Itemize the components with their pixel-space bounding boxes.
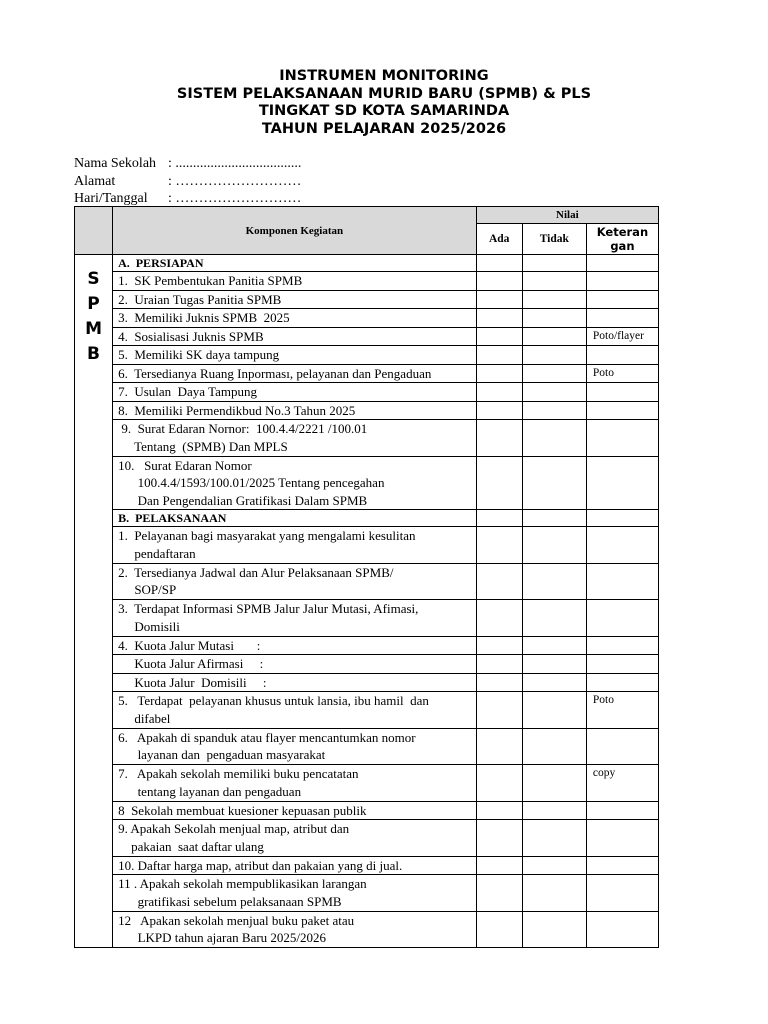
info-value: : .................................... [168,156,302,171]
activity-cell [113,728,477,765]
info-label: Hari/Tanggal [74,191,148,206]
activity-line: 3. Memiliki Juknis SPMB 2025 [118,310,290,325]
tidak-cell[interactable] [522,692,586,729]
tidak-cell[interactable] [522,383,586,402]
table-row [75,346,659,365]
table-row [75,255,659,272]
ada-cell[interactable] [476,527,522,564]
header-komponen: Komponen Kegiatan [113,207,477,255]
keterangan-cell[interactable] [586,820,658,857]
header-row-1 [75,207,659,224]
title-line-1: INSTRUMEN MONITORING [279,68,489,84]
ada-cell[interactable] [476,911,522,948]
table-row [75,420,659,457]
activity-line: difabel [118,710,171,726]
activity-cell [113,383,477,402]
keterangan-cell[interactable]: copy [586,765,658,802]
info-label: Nama Sekolah [74,156,157,171]
activity-line: layanan dan pengaduan masyarakat [118,747,326,762]
tidak-cell[interactable] [522,875,586,912]
activity-line: 5. Terdapat pelayanan khusus untuk lansia, ibu hamil dan [118,693,429,708]
keterangan-cell[interactable] [586,600,658,637]
activity-line: 10. Daftar harga map, atribut dan pakaian yang di jual. [118,857,403,873]
ada-cell[interactable] [476,801,522,820]
ada-cell[interactable] [476,692,522,729]
activity-line: 10. Surat Edaran Nomor [118,457,252,473]
ada-cell[interactable] [476,383,522,402]
table-row [75,911,659,948]
activity-cell [113,600,477,637]
header-nilai: Nilai [476,207,658,224]
activity-line: 1. SK Pembentukan Panitia SPMB [118,273,303,288]
activity-cell [113,563,477,600]
keterangan-cell[interactable] [586,563,658,600]
tidak-cell[interactable] [522,765,586,802]
keterangan-cell[interactable] [586,309,658,328]
section-heading [113,510,477,527]
tidak-cell[interactable] [522,563,586,600]
activity-cell [113,272,477,291]
tidak-cell[interactable] [522,309,586,328]
activity-line: A. PERSIAPAN [118,256,204,270]
header-tidak: Tidak [522,224,586,255]
keterangan-cell[interactable] [586,655,658,674]
ada-cell[interactable] [476,290,522,309]
keterangan-cell[interactable] [586,875,658,912]
document-title [0,68,768,138]
table-row [75,856,659,875]
keterangan-cell[interactable] [586,673,658,692]
keterangan-cell[interactable] [586,255,658,272]
activity-line: 100.4.4/1593/100.01/2025 Tentang pencegahan [118,475,385,490]
activity-line: 7. Apakah sekolah memiliki buku pencatatan [118,766,359,781]
activity-line: 2. Uraian Tugas Panitia SPMB [118,291,282,307]
table-row [75,527,659,564]
activity-line: pakaian saat daftar ulang [118,838,264,854]
tidak-cell[interactable] [522,856,586,875]
title-line-4: TAHUN PELAJARAN 2025/2026 [261,120,507,137]
ada-cell[interactable] [476,856,522,875]
side-letter: B [87,344,101,364]
activity-line: 8 Sekolah membuat kuesioner kepuasan publik [118,802,367,818]
tidak-cell[interactable] [522,600,586,637]
activity-cell [113,636,477,655]
tidak-cell[interactable] [522,636,586,655]
title-line-2: SISTEM PELAKSANAAN MURID BARU (SPMB) & PLS [176,85,592,102]
ada-cell[interactable] [476,420,522,457]
tidak-cell[interactable] [522,510,586,527]
ada-cell[interactable] [476,272,522,291]
activity-line: 6. Apakah di spanduk atau flayer mencantumkan nomor [118,729,416,745]
info-row-date [74,190,301,208]
tidak-cell[interactable] [522,655,586,674]
keterangan-cell[interactable] [586,527,658,564]
table-row [75,290,659,309]
activity-line: 6. Tersedianya Ruang Inporması, pelayanan dan Pengaduan [118,365,432,381]
title-line-3: TINGKAT SD KOTA SAMARINDA [258,103,510,119]
keterangan-cell[interactable] [586,510,658,527]
activity-line: Tentang (SPMB) Dan MPLS [118,438,288,454]
activity-line: Kuota Jalur Afirmasi : [118,656,264,671]
table-row [75,272,659,291]
activity-line: 9. Surat Edaran Nornor: 100.4.4/2221 /100.01 [118,421,368,436]
tidak-cell[interactable] [522,728,586,765]
ada-cell[interactable] [476,875,522,912]
ada-cell[interactable] [476,364,522,383]
tidak-cell[interactable] [522,364,586,383]
activity-line: 4. Kuota Jalur Mutasi : [118,637,261,653]
activity-line: 7. Usulan Daya Tampung [118,384,257,399]
ada-cell[interactable] [476,655,522,674]
ada-cell[interactable] [476,820,522,857]
info-value: : ……………………… [168,173,302,189]
ada-cell[interactable] [476,600,522,637]
spmb-side-label [75,255,113,948]
activity-cell [113,820,477,857]
ada-cell[interactable] [476,327,522,346]
tidak-cell[interactable] [522,272,586,291]
table-row [75,765,659,802]
header-ada: Ada [476,224,522,255]
tidak-cell[interactable] [522,911,586,948]
tidak-cell[interactable] [522,801,586,820]
activity-line: 3. Terdapat Informasi SPMB Jalur Jalur Mutasi, Afimasi, [118,601,419,616]
activity-cell [113,527,477,564]
tidak-cell[interactable] [522,420,586,457]
tidak-cell[interactable] [522,456,586,510]
activity-cell [113,327,477,346]
keterangan-cell[interactable]: Poto/flayer [586,327,658,346]
keterangan-cell[interactable]: Poto [586,364,658,383]
keterangan-cell[interactable] [586,801,658,820]
table-row [75,673,659,692]
info-row-address [74,173,301,191]
activity-line: pendaftaran [118,545,196,561]
activity-line: 4. Sosialisasi Juknis SPMB [118,328,264,344]
activity-cell [113,346,477,365]
table-row [75,364,659,383]
table-row [75,728,659,765]
tidak-cell[interactable] [522,401,586,420]
school-info [74,155,301,208]
table-row [75,692,659,729]
activity-cell [113,673,477,692]
tidak-cell[interactable] [522,290,586,309]
info-label: Alamat [74,173,116,189]
side-letter: M [85,319,102,339]
table-row [75,510,659,527]
ada-cell[interactable] [476,309,522,328]
header-keterangan-line-1: Keteran [596,225,649,239]
keterangan-cell[interactable] [586,420,658,457]
ada-cell[interactable] [476,765,522,802]
table-row [75,600,659,637]
table-row [75,801,659,820]
header-keterangan-line-2: gan [610,239,635,253]
side-letter: S [87,269,100,289]
activity-cell [113,801,477,820]
activity-line: Kuota Jalur Domisili : [118,674,267,690]
keterangan-cell[interactable] [586,272,658,291]
info-row-school [74,155,301,173]
activity-cell [113,401,477,420]
activity-line: SOP/SP [118,582,177,597]
tidak-cell[interactable] [522,527,586,564]
activity-line: B. PELAKSANAAN [118,511,227,525]
activity-line: 12 Apakan sekolah menjual buku paket atau [118,912,355,928]
table-row [75,875,659,912]
header-blank-cell [75,207,113,255]
keterangan-cell[interactable] [586,346,658,365]
info-value: : ……………………… [168,191,302,206]
ada-cell[interactable] [476,563,522,600]
activity-cell [113,655,477,674]
activity-line: 1. Pelayanan bagi masyarakat yang mengalami kesulitan [118,528,416,543]
ada-cell[interactable] [476,401,522,420]
activity-line: Dan Pengendalian Gratifikasi Dalam SPMB [118,492,368,508]
section-heading [113,255,477,272]
activity-line: 8. Memiliki Permendikbud No.3 Tahun 2025 [118,402,356,418]
table-row [75,327,659,346]
keterangan-cell[interactable] [586,401,658,420]
activity-line: LKPD tahun ajaran Baru 2025/2026 [118,930,327,945]
table-row [75,383,659,402]
activity-cell [113,875,477,912]
keterangan-cell[interactable]: Poto [586,692,658,729]
tidak-cell[interactable] [522,346,586,365]
activity-line: tentang layanan dan pengaduan [118,783,302,799]
activity-cell [113,765,477,802]
activity-cell [113,364,477,383]
keterangan-cell[interactable] [586,383,658,402]
activity-line: 5. Memiliki SK daya tampung [118,347,280,362]
keterangan-cell[interactable] [586,911,658,948]
table-row [75,655,659,674]
activity-cell [113,856,477,875]
ada-cell[interactable] [476,456,522,510]
activity-cell [113,420,477,457]
activity-cell [113,309,477,328]
header-keterangan [586,224,658,255]
table-row [75,401,659,420]
monitoring-table [74,206,659,948]
keterangan-cell[interactable] [586,290,658,309]
tidak-cell[interactable] [522,255,586,272]
table-row [75,309,659,328]
activity-cell [113,911,477,948]
activity-line: 9. Apakah Sekolah menjual map, atribut dan [118,821,350,836]
table-row [75,820,659,857]
activity-line: Domisili [118,618,180,634]
ada-cell[interactable] [476,636,522,655]
tidak-cell[interactable] [522,673,586,692]
activity-cell [113,692,477,729]
activity-line: gratifikasi sebelum pelaksanaan SPMB [118,893,342,909]
activity-line: 11 . Apakah sekolah mempublikasikan larangan [118,876,367,891]
activity-cell [113,456,477,510]
table-row [75,636,659,655]
ada-cell[interactable] [476,728,522,765]
tidak-cell[interactable] [522,327,586,346]
table-row [75,456,659,510]
keterangan-cell[interactable] [586,456,658,510]
keterangan-cell[interactable] [586,636,658,655]
ada-cell[interactable] [476,346,522,365]
keterangan-cell[interactable] [586,856,658,875]
ada-cell[interactable] [476,510,522,527]
keterangan-cell[interactable] [586,728,658,765]
side-letter: P [87,294,100,314]
activity-cell [113,290,477,309]
ada-cell[interactable] [476,673,522,692]
tidak-cell[interactable] [522,820,586,857]
ada-cell[interactable] [476,255,522,272]
activity-line: 2. Tersedianya Jadwal dan Alur Pelaksanaan SPMB/ [118,564,394,580]
table-row [75,563,659,600]
